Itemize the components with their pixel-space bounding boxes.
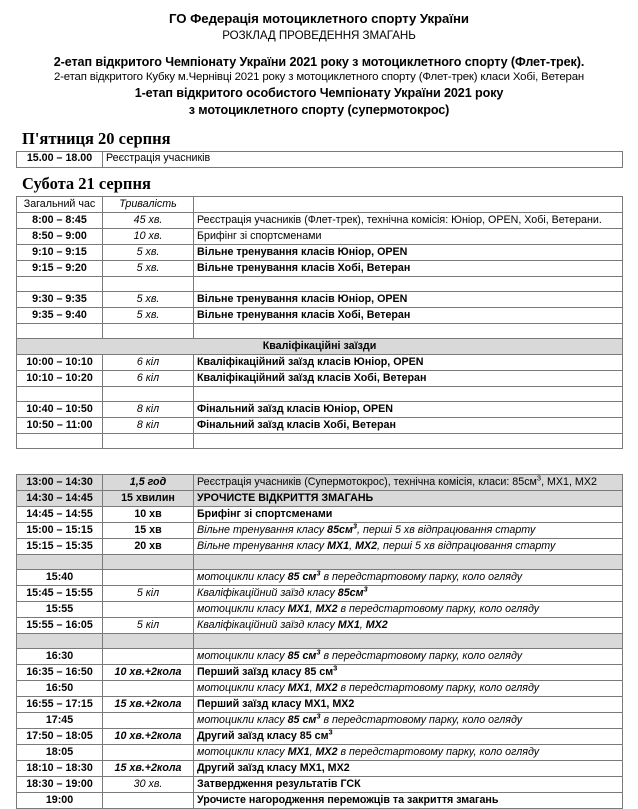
cell-time: 10:40 – 10:50 — [17, 401, 103, 417]
column-header-duration: Тривалість — [103, 196, 194, 212]
cell-time: 10:00 – 10:10 — [17, 354, 103, 370]
cell-time: 16:30 — [17, 648, 103, 664]
event-line-3: 1-етап відкритого особистого Чемпіонату України 2021 року — [134, 86, 504, 101]
cell-description: Кваліфікаційний заїзд класу $85см^3$ — [194, 585, 623, 601]
table-row — [17, 506, 623, 522]
table-spacer — [0, 449, 638, 474]
cell-description — [194, 323, 623, 338]
cell-description: Брифінг зі спортсменами — [194, 506, 623, 522]
table-row-blank — [17, 386, 623, 401]
cell-description: Реєстрація учасників (Флет-трек), технічна комісія: Юніор, OPEN, Хобі, Ветерани. — [194, 212, 623, 228]
table-row — [17, 212, 623, 228]
cell-description: Вільне тренування класів Юніор, OPEN — [194, 291, 623, 307]
cell-time: 16:55 – 17:15 — [17, 696, 103, 712]
cell-duration: 6 кіл — [103, 354, 194, 370]
cell-duration: 30 хв. — [103, 776, 194, 792]
cell-time: 17:45 — [17, 712, 103, 728]
table-row-blank — [17, 633, 623, 648]
cell-description: мотоцикли класу MX1, MX2 в передстартовому парку, коло огляду — [194, 680, 623, 696]
cell-description: мотоцикли класу MX1, MX2 в передстартовому парку, коло огляду — [194, 601, 623, 617]
cell-duration: 5 хв. — [103, 291, 194, 307]
table-row — [17, 522, 623, 538]
cell-description: Другий заїзд класу MX1, MX2 — [194, 760, 623, 776]
cell-time: 10:10 – 10:20 — [17, 370, 103, 386]
table-row — [17, 569, 623, 585]
cell-time: 10:50 – 11:00 — [17, 417, 103, 433]
cell-time: 15:40 — [17, 569, 103, 585]
cell-description: Фінальний заїзд класів Юніор, OPEN — [194, 401, 623, 417]
cell-description: мотоцикли класу 85 $см^3$ в передстартовому парку, коло огляду — [194, 569, 623, 585]
cell-time: 13:00 – 14:30 — [17, 474, 103, 490]
table-row — [17, 728, 623, 744]
table-row-blank — [17, 323, 623, 338]
cell-description — [194, 633, 623, 648]
table-row — [17, 760, 623, 776]
cell-description — [194, 433, 623, 448]
cell-description: Затвердження результатів ГСК — [194, 776, 623, 792]
cell-description: УРОЧИСТЕ ВІДКРИТТЯ ЗМАГАНЬ — [194, 490, 623, 506]
cell-duration: 5 хв. — [103, 244, 194, 260]
cell-duration — [103, 648, 194, 664]
organization-title: ГО Федерація мотоциклетного спорту України — [169, 11, 469, 26]
supermoto-schedule-table — [16, 474, 623, 809]
cell-duration: 20 хв — [103, 538, 194, 554]
day-title-friday: П'ятниця 20 серпня — [22, 128, 171, 148]
supermoto-table-body — [17, 474, 623, 808]
cell-description: Брифінг зі спортсменами — [194, 228, 623, 244]
document-title: РОЗКЛАД ПРОВЕДЕННЯ ЗМАГАНЬ — [222, 28, 416, 42]
cell-description: Вільне тренування класів Юніор, OPEN — [194, 244, 623, 260]
document-header — [0, 0, 638, 119]
cell-duration — [103, 554, 194, 569]
table-row — [17, 291, 623, 307]
table-header-row — [17, 196, 623, 212]
table-row — [17, 585, 623, 601]
cell-duration — [103, 680, 194, 696]
cell-description: Фінальний заїзд класів Хобі, Ветеран — [194, 417, 623, 433]
cell-duration: 10 хв.+2кола — [103, 664, 194, 680]
cell-duration — [103, 433, 194, 448]
table-row — [17, 601, 623, 617]
cell-description — [194, 554, 623, 569]
cell-time: 9:10 – 9:15 — [17, 244, 103, 260]
cell-time: 14:45 – 14:55 — [17, 506, 103, 522]
cell-duration — [103, 601, 194, 617]
table-row — [17, 664, 623, 680]
cell-time — [17, 276, 103, 291]
cell-duration — [103, 712, 194, 728]
cell-duration: 45 хв. — [103, 212, 194, 228]
cell-time — [17, 433, 103, 448]
table-row-blank — [17, 433, 623, 448]
cell-description: Вільне тренування класу $85см^3$, перші 5 хв відпрацювання старту — [194, 522, 623, 538]
section-header-row — [17, 338, 623, 354]
cell-description: Другий заїзд класу 85 $см^3$ — [194, 728, 623, 744]
cell-duration: 10 хв.+2кола — [103, 728, 194, 744]
cell-description: Кваліфікаційний заїзд класів Хобі, Ветеран — [194, 370, 623, 386]
cell-description: Кваліфікаційний заїзд класу MX1, MX2 — [194, 617, 623, 633]
cell-description: Урочисте нагородження переможців та закриття змагань — [194, 792, 623, 808]
cell-duration: 8 кіл — [103, 401, 194, 417]
table-row-blank — [17, 554, 623, 569]
cell-description: Вільне тренування класів Хобі, Ветеран — [194, 307, 623, 323]
table-row — [17, 648, 623, 664]
table-row — [17, 244, 623, 260]
table-row — [17, 744, 623, 760]
table-row — [17, 474, 623, 490]
cell-time — [17, 323, 103, 338]
cell-duration: 8 кіл — [103, 417, 194, 433]
event-line-4: з мотоциклетного спорту (супермотокрос) — [188, 102, 450, 117]
cell-duration: 10 хв. — [103, 228, 194, 244]
table-row — [17, 776, 623, 792]
table-row — [17, 370, 623, 386]
cell-duration: 5 кіл — [103, 585, 194, 601]
cell-time: 15:45 – 15:55 — [17, 585, 103, 601]
cell-duration: 15 хв.+2кола — [103, 760, 194, 776]
table-row — [17, 307, 623, 323]
cell-duration: 6 кіл — [103, 370, 194, 386]
cell-duration — [103, 323, 194, 338]
cell-time: 15:55 — [17, 601, 103, 617]
cell-duration: 5 хв. — [103, 307, 194, 323]
cell-description: мотоцикли класу 85 $см^3$ в передстартовому парку, коло огляду — [194, 648, 623, 664]
cell-duration — [103, 276, 194, 291]
cell-time: 17:50 – 18:05 — [17, 728, 103, 744]
friday-table-body — [17, 151, 623, 167]
cell-duration — [103, 633, 194, 648]
cell-time: 15:15 – 15:35 — [17, 538, 103, 554]
cell-duration: 15 хв.+2кола — [103, 696, 194, 712]
cell-duration — [103, 744, 194, 760]
saturday-table-body — [17, 196, 623, 448]
cell-time: 15.00 – 18.00 — [17, 151, 103, 167]
column-header-time: Загальний час — [17, 196, 103, 212]
table-row — [17, 260, 623, 276]
cell-time: 18:10 – 18:30 — [17, 760, 103, 776]
cell-time: 15:55 – 16:05 — [17, 617, 103, 633]
cell-time: 15:00 – 15:15 — [17, 522, 103, 538]
cell-duration: 15 хв — [103, 522, 194, 538]
cell-time: 9:15 – 9:20 — [17, 260, 103, 276]
table-row — [17, 538, 623, 554]
day-title-saturday: Субота 21 серпня — [22, 173, 151, 193]
table-row — [17, 490, 623, 506]
friday-schedule-table — [16, 151, 623, 168]
cell-description: Вільне тренування класу MX1, MX2, перші 5 хв відпрацювання старту — [194, 538, 623, 554]
table-row — [17, 696, 623, 712]
cell-time: 18:05 — [17, 744, 103, 760]
cell-time: 8:50 – 9:00 — [17, 228, 103, 244]
cell-duration: 10 хв — [103, 506, 194, 522]
table-row — [17, 712, 623, 728]
cell-description: Перший заїзд класу MX1, MX2 — [194, 696, 623, 712]
cell-description — [194, 386, 623, 401]
cell-description: Реєстрація учасників — [103, 151, 623, 167]
cell-description: Кваліфікаційний заїзд класів Юніор, OPEN — [194, 354, 623, 370]
table-row — [17, 354, 623, 370]
cell-time: 8:00 – 8:45 — [17, 212, 103, 228]
cell-time — [17, 386, 103, 401]
cell-time: 16:50 — [17, 680, 103, 696]
table-row-blank — [17, 276, 623, 291]
table-row — [17, 617, 623, 633]
table-row — [17, 792, 623, 808]
cell-description: Реєстрація учасників (Супермотокрос), технічна комісія, класи: $85см^3$, MX1, MX2 — [194, 474, 623, 490]
cell-time: 19:00 — [17, 792, 103, 808]
event-line-1: 2-етап відкритого Чемпіонату України 2021 року з мотоциклетного спорту (Флет-трек). — [53, 54, 585, 69]
column-header-description — [194, 196, 623, 212]
cell-duration — [103, 386, 194, 401]
table-row — [17, 417, 623, 433]
cell-duration: 1,5 год — [103, 474, 194, 490]
cell-duration — [103, 569, 194, 585]
table-row — [17, 151, 623, 167]
cell-duration: 15 хвилин — [103, 490, 194, 506]
saturday-schedule-table — [16, 196, 623, 449]
cell-time: 14:30 – 14:45 — [17, 490, 103, 506]
cell-description: Вільне тренування класів Хобі, Ветеран — [194, 260, 623, 276]
cell-time: 9:35 – 9:40 — [17, 307, 103, 323]
cell-duration: 5 хв. — [103, 260, 194, 276]
cell-time — [17, 633, 103, 648]
cell-description — [194, 276, 623, 291]
cell-description: мотоцикли класу 85 $см^3$ в передстартовому парку, коло огляду — [194, 712, 623, 728]
cell-description: Перший заїзд класу 85 $см^3$ — [194, 664, 623, 680]
section-header-qualifying: Кваліфікаційні заїзди — [17, 338, 623, 354]
event-line-2: 2-етап відкритого Кубку м.Чернівці 2021 року з мотоциклетного спорту (Флет-трек) класи Хобі, Ветеран — [53, 71, 585, 84]
cell-description: мотоцикли класу MX1, MX2 в передстартовому парку, коло огляду — [194, 744, 623, 760]
cell-duration: 5 кіл — [103, 617, 194, 633]
table-row — [17, 228, 623, 244]
cell-time — [17, 554, 103, 569]
cell-time: 9:30 – 9:35 — [17, 291, 103, 307]
cell-time: 16:35 – 16:50 — [17, 664, 103, 680]
cell-time: 18:30 – 19:00 — [17, 776, 103, 792]
table-row — [17, 680, 623, 696]
table-row — [17, 401, 623, 417]
cell-duration — [103, 792, 194, 808]
